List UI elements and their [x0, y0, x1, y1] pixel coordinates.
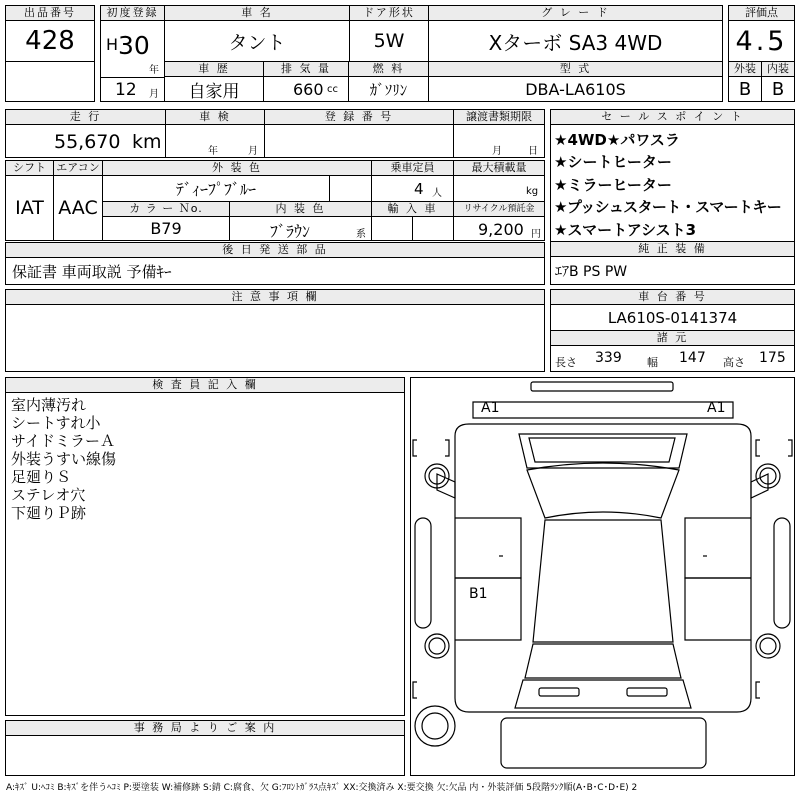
rear-glass — [525, 644, 681, 678]
history-label: 車 歴 — [164, 61, 264, 77]
year-unit: 年 — [149, 65, 159, 76]
ext-color: ﾃﾞｨｰﾌﾟﾌﾞﾙｰ — [102, 175, 330, 202]
ac-label: エアコン — [53, 160, 103, 176]
right-front-door — [685, 518, 751, 578]
right-rear-door — [685, 578, 751, 640]
shift: IAT — [5, 175, 54, 241]
left-mirror — [437, 474, 455, 498]
exterior-label: 外装 — [728, 61, 762, 77]
right-skirt — [774, 518, 790, 628]
color-no-label: カ ラ ー Ｎo. — [102, 201, 230, 217]
max-load-box — [453, 175, 545, 202]
caution-box — [5, 304, 545, 372]
roof — [533, 520, 673, 642]
length-label: 長さ — [555, 356, 577, 369]
int-color-label: 内 装 色 — [229, 201, 372, 217]
mileage: 55,670 — [54, 131, 121, 153]
capacity: 4 — [414, 180, 424, 198]
ac: AAC — [53, 175, 103, 241]
note-line: ステレオ穴 — [11, 486, 86, 504]
parts: 保証書 車両取説 予備ｷｰ — [5, 257, 545, 285]
first-reg-label: 初度登録 — [100, 5, 165, 21]
lot-label: 出品番号 — [5, 5, 95, 21]
recycle-unit: 円 — [531, 229, 541, 240]
specs-label: 諸 元 — [550, 330, 795, 346]
int-color-box — [229, 216, 372, 241]
inspection-box — [165, 124, 265, 158]
note-line: 室内薄汚れ — [11, 396, 87, 414]
note-line: 外装うすい線傷 — [11, 450, 117, 468]
note-line: 下廻りＰ跡 — [11, 504, 87, 522]
office-label: 事 務 局 よ り ご 案 内 — [5, 720, 405, 736]
reg-year: 30 — [118, 31, 150, 60]
transfer-day: 日 — [528, 146, 538, 157]
recycle-label: リサイクル預託金 — [453, 201, 545, 217]
grade: Xターボ SA3 4WD — [428, 20, 723, 62]
width: 147 — [679, 350, 706, 366]
shift-label: シフト — [5, 160, 54, 176]
month-unit: 月 — [149, 89, 159, 100]
note-line: シートすれ小 — [11, 414, 101, 432]
name-label: 車 名 — [164, 5, 350, 21]
import-box-a — [371, 216, 413, 241]
right-mirror — [751, 474, 768, 498]
spare-tire — [415, 706, 455, 746]
fuel: ｶﾞｿﾘﾝ — [348, 76, 429, 102]
int-color: ﾌﾞﾗｳﾝ — [270, 222, 311, 241]
recycle: 9,200 — [478, 220, 524, 239]
front-bumper-outline — [473, 402, 733, 418]
era: H — [106, 35, 119, 54]
mileage-unit: km — [132, 131, 162, 153]
mark-front-right: A1 — [707, 400, 726, 416]
score-label: 評価点 — [728, 5, 795, 21]
office-box — [5, 735, 405, 776]
reg-no-label: 登 録 番 号 — [264, 109, 454, 125]
inspector-notes — [5, 392, 405, 716]
parts-label: 後 日 発 送 部 品 — [5, 242, 545, 258]
import-label: 輸 入 車 — [371, 201, 454, 217]
left-rear-door — [455, 578, 521, 640]
door-type: 5W — [349, 20, 429, 62]
reg-month: 12 — [115, 80, 137, 100]
displacement-box — [263, 76, 349, 102]
sales-point: ★4WD★パワスラ — [554, 131, 680, 149]
interior-grade: B — [761, 76, 795, 102]
capacity-unit: 人 — [432, 188, 442, 199]
ext-color-blank — [329, 175, 372, 202]
max-load-unit: kg — [526, 186, 539, 197]
body-outline — [455, 424, 751, 712]
first-reg-month-box — [100, 77, 165, 102]
first-reg-box — [100, 20, 165, 78]
left-front-door — [455, 518, 521, 578]
transfer-month: 月 — [492, 146, 502, 157]
transfer-box — [453, 124, 545, 158]
interior-label: 内装 — [761, 61, 795, 77]
displacement-label: 排 気 量 — [263, 61, 349, 77]
length: 339 — [595, 350, 622, 366]
displacement: 660 — [293, 80, 324, 99]
recycle-box — [453, 216, 545, 241]
capacity-label: 乗車定員 — [371, 160, 454, 176]
history: 自家用 — [164, 76, 264, 102]
equip-label: 純 正 装 備 — [550, 241, 795, 257]
chassis-label: 車 台 番 号 — [550, 289, 795, 305]
width-label: 幅 — [647, 356, 658, 369]
sales-point: ★ミラーヒーター — [554, 175, 672, 194]
caution-label: 注 意 事 項 欄 — [5, 289, 545, 305]
chassis-number: LA610S-0141374 — [550, 304, 795, 331]
specs-box — [550, 345, 795, 372]
transfer-label: 譲渡書類期限 — [453, 109, 545, 125]
legend: A:ｷｽﾞ U:ﾍｺﾐ B:ｷｽﾞを伴うﾍｺﾐ P:要塗装 W:補修跡 S:錆 C:腐食、欠 G:ﾌﾛﾝﾄｶﾞﾗｽ点ｷｽﾞ XX:交換済み X:要交換 欠:欠品 内・外装評価 5段階ﾗﾝｸ順(A･B･C･D･E) 2 — [6, 783, 638, 793]
note-line: サイドミラーＡ — [11, 432, 115, 450]
lot-number: 428 — [5, 20, 95, 62]
windshield — [527, 463, 679, 518]
lot-blank — [5, 61, 95, 102]
int-color-suffix: 系 — [356, 229, 366, 240]
note-line: 足廻りＳ — [11, 468, 72, 486]
inspection-label: 車 検 — [165, 109, 265, 125]
car-diagram-panel — [410, 377, 795, 776]
exterior-grade: B — [728, 76, 762, 102]
inspection-month: 月 — [248, 146, 258, 157]
car-diagram — [411, 378, 794, 775]
car-name: タント — [164, 20, 350, 62]
model: DBA-LA610S — [428, 76, 723, 102]
mileage-label: 走 行 — [5, 109, 166, 125]
mark-door: B1 — [469, 586, 488, 602]
sales-point: ★シートヒーター — [554, 153, 672, 172]
left-skirt — [415, 518, 431, 628]
sales-point: ★スマートアシスト3 — [554, 220, 697, 239]
sales-points — [550, 124, 795, 242]
sales-label: セ ー ル ス ポ イ ン ト — [550, 109, 795, 125]
capacity-box — [371, 175, 454, 202]
import-box-b — [412, 216, 454, 241]
max-load-label: 最大積載量 — [453, 160, 545, 176]
model-label: 型 式 — [428, 61, 723, 77]
height: 175 — [759, 350, 786, 366]
mileage-box — [5, 124, 166, 158]
ext-color-label: 外 装 色 — [102, 160, 372, 176]
reg-no-box — [264, 124, 454, 158]
inspector-label: 検 査 員 記 入 欄 — [5, 377, 405, 393]
fuel-label: 燃 料 — [348, 61, 429, 77]
mark-front-left: A1 — [481, 400, 500, 416]
height-label: 高さ — [723, 356, 745, 369]
grade-label: グ レ ー ド — [428, 5, 723, 21]
equipment: ｴｱB PS PW — [550, 256, 795, 285]
displacement-unit: cc — [327, 84, 338, 95]
score: 4.5 — [728, 20, 795, 62]
color-no: B79 — [102, 216, 230, 241]
door-label: ドア形状 — [349, 5, 429, 21]
sales-point: ★プッシュスタート・スマートキー — [554, 198, 782, 217]
inspection-year: 年 — [208, 146, 218, 157]
